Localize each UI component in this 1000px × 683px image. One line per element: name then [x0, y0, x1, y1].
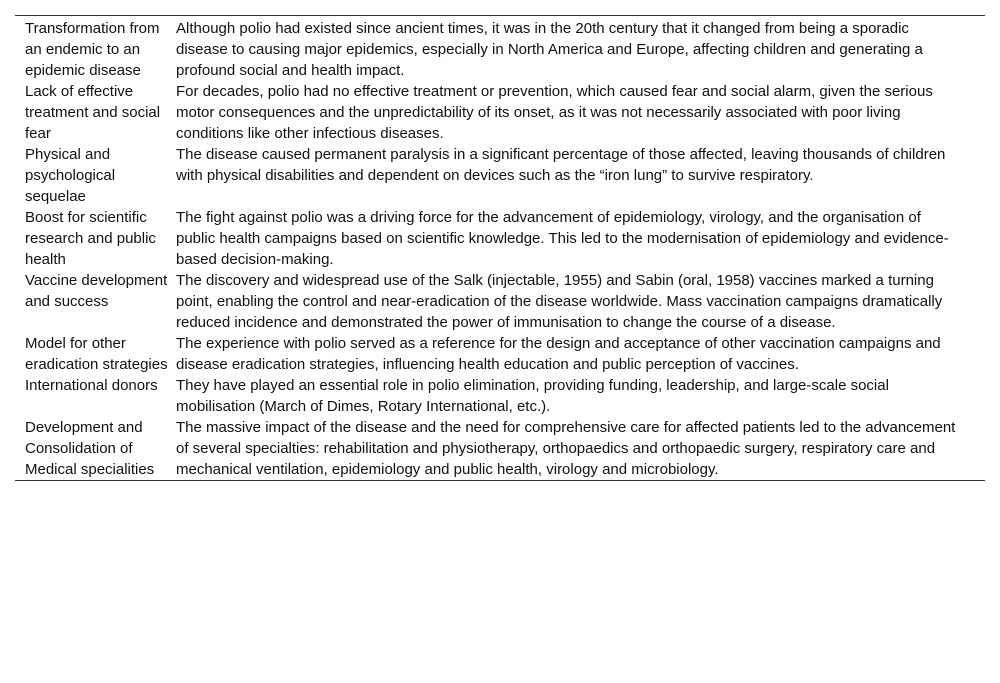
- table-body: [15, 16, 985, 481]
- polio-impact-table: [15, 15, 985, 481]
- row-description: Although polio had existed since ancient times, it was in the 20th century that it changed from being a sporadic disease to causing major epidemics, especially in North America and Europe, affecting children and generating a profound social and health impact.: [176, 20, 923, 79]
- row-description: The disease caused permanent paralysis in a significant percentage of those affected, leaving thousands of children with physical disabilities and dependent on devices such as the “iron lung” to survive respiratory.: [176, 146, 946, 184]
- table-row: [15, 81, 985, 144]
- row-description: The experience with polio served as a reference for the design and acceptance of other vaccination campaigns and disease eradication strategies, influencing health education and public perception of vaccines.: [176, 335, 941, 373]
- row-term: International donors: [25, 377, 158, 394]
- row-description: The massive impact of the disease and the need for comprehensive care for affected patients led to the advancement of several specialties: rehabilitation and physiotherapy, orthopaedics and orthopaedic surgery, respiratory care and mechanical ventilation, epidemiology and public health, virology and microbiology.: [176, 419, 956, 478]
- row-term: Development and Consolidation of Medical specialities: [25, 419, 155, 478]
- table-row: [15, 144, 985, 207]
- polio-impact-table-container: [15, 15, 985, 481]
- row-description: They have played an essential role in polio elimination, providing funding, leadership, and large-scale social mobilisation (March of Dimes, Rotary International, etc.).: [176, 377, 889, 415]
- row-description: The fight against polio was a driving force for the advancement of epidemiology, virology, and the organisation of public health campaigns based on scientific knowledge. This led to the modernisation of epidemiology and evidence-based decision-making.: [176, 209, 949, 268]
- table-row: [15, 270, 985, 333]
- row-term: Lack of effective treatment and social fear: [25, 83, 161, 142]
- row-description: For decades, polio had no effective treatment or prevention, which caused fear and social alarm, given the serious motor consequences and the unpredictability of its onset, as it was not necessarily associated with poor living conditions like other infectious diseases.: [176, 83, 933, 142]
- row-term: Boost for scientific research and public health: [25, 209, 156, 268]
- table-row: [15, 16, 985, 82]
- row-term: Transformation from an endemic to an epidemic disease: [25, 20, 160, 79]
- row-term: Model for other eradication strategies: [25, 335, 168, 373]
- row-term: Vaccine development and success: [25, 272, 168, 310]
- row-term: Physical and psychological sequelae: [25, 146, 116, 205]
- table-row: [15, 417, 985, 481]
- table-row: [15, 333, 985, 375]
- table-row: [15, 375, 985, 417]
- table-row: [15, 207, 985, 270]
- row-description: The discovery and widespread use of the Salk (injectable, 1955) and Sabin (oral, 1958) vaccines marked a turning point, enabling the control and near-eradication of the disease worldwide. Mass vaccination campaigns dramatically reduced incidence and demonstrated the power of immunisation to change the course of a disease.: [176, 272, 943, 331]
